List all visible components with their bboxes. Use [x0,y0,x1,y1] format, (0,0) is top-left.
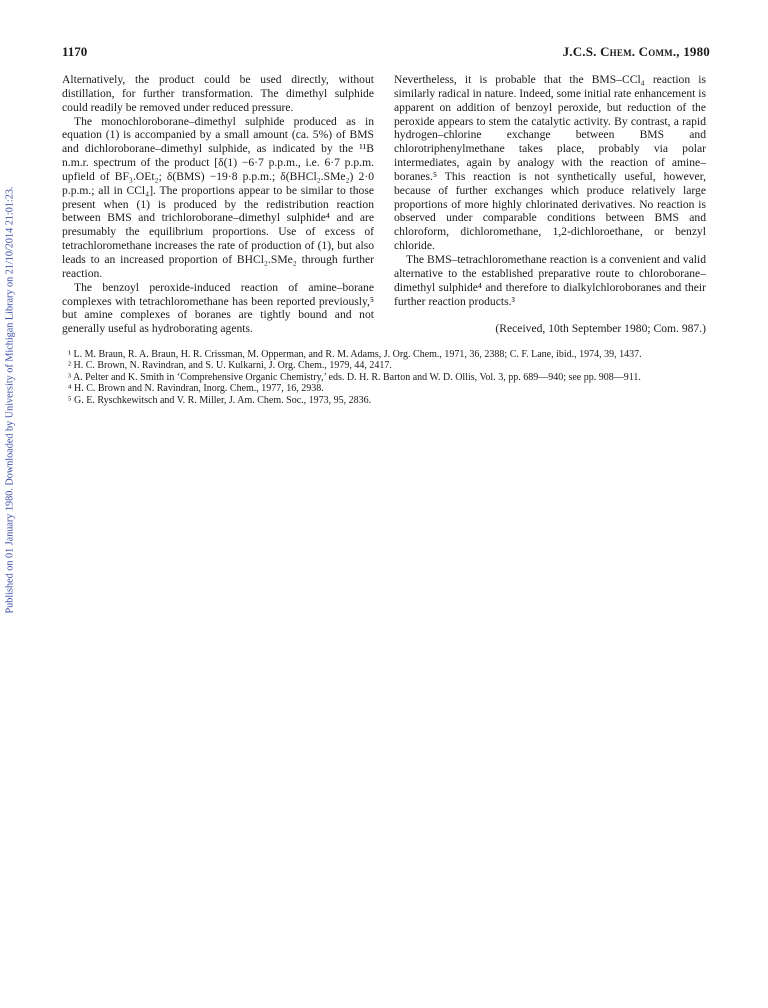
footnote-4: ⁴ H. C. Brown and N. Ravindran, Inorg. Chem., 1977, 16, 2938. [68,383,324,395]
page-number: 1170 [62,44,88,59]
footnote-3: ³ A. Pelter and K. Smith in ‘Comprehensive Organic Chemistry,’ eds. D. H. R. Barton and W. D. Ollis, Vol. 3, pp. 689—940; see pp. 908—911. [68,371,641,383]
left-paragraph-3: The benzoyl peroxide-induced reaction of amine–borane complexes with tetrachloromethane has been reported previously,⁵ but amine complexes of boranes are tightly bound and not generally useful as hydroborating agents. [62,280,374,336]
footnotes [62,349,712,406]
right-column [394,73,706,336]
received-note: (Received, 10th September 1980; Com. 987.) [495,322,706,336]
footnote-2: ² H. C. Brown, N. Ravindran, and S. U. Kulkarni, J. Org. Chem., 1979, 44, 2417. [68,360,392,372]
right-paragraph-1: Nevertheless, it is probable that the BMS–CCl₄ reaction is similarly radical in nature. Indeed, some initial rate enhancement is apparent on addition of benzoyl peroxide, but reduction of the peroxide appears to stem the catalytic activity. By contrast, a rapid hydrogen–chlorine exchange between BMS and chlorotriphenylmethane takes place, probably via polar intermediates, again by analogy with the reaction of amine–boranes.⁵ This reaction is not synthetically useful, however, because of further exchanges which produce relatively large proportions of more highly chlorinated derivatives. No reaction is observed under comparable conditions between BMS and chloroform, dichloromethane, 1,2-dichloroethane, or benzyl chloride. [394,73,706,253]
download-stamp-text: Published on 01 January 1980. Downloaded by University of Michigan Library on 21/10/2014 21:01:23. [4,186,16,614]
footnote-1: ¹ L. M. Braun, R. A. Braun, H. R. Crissman, M. Opperman, and R. M. Adams, J. Org. Chem., 1971, 36, 2388; C. F. Lane, ibid., 1974, 39, 1437. [68,349,642,360]
left-paragraph-1: Alternatively, the product could be used directly, without distillation, for further transformation. The dimethyl sulphide could readily be removed under reduced pressure. [62,73,374,114]
footnote-5: ⁵ G. E. Ryschkewitsch and V. R. Miller, J. Am. Chem. Soc., 1973, 95, 2836. [68,394,372,406]
right-paragraph-2: The BMS–tetrachloromethane reaction is a convenient and valid alternative to the established preparative route to chloroborane–dimethyl sulphide⁴ and therefore to dialkylchloroboranes and their further reaction products.³ [394,252,706,308]
left-paragraph-2: The monochloroborane–dimethyl sulphide produced as in equation (1) is accompanied by a small amount (ca. 5%) of BMS and dichloroborane–dimethyl sulphide, as indicated by the ¹¹B n.m.r. spectrum of the product [δ(1) −6·7 p.p.m., i.e. 6·7 p.p.m. upfield of BF₃.OEt₂; δ(BMS) −19·8 p.p.m.; δ(BHCl₂.SMe₂) 2·0 p.p.m.; all in CCl₄]. The proportions appear to be similar to those present when (1) is produced by the redistribution reaction between BMS and trichloroborane–dimethyl sulphide⁴ and are presumably the equilibrium proportions. Use of excess of tetrachloromethane increases the rate of production of (1), but also leads to an increased proportion of BHCl₂.SMe₂ through further reaction. [62,114,374,280]
running-header: J.C.S. Chem. Comm., 1980 [562,44,710,59]
download-stamp [0,180,20,620]
left-column [62,73,374,336]
